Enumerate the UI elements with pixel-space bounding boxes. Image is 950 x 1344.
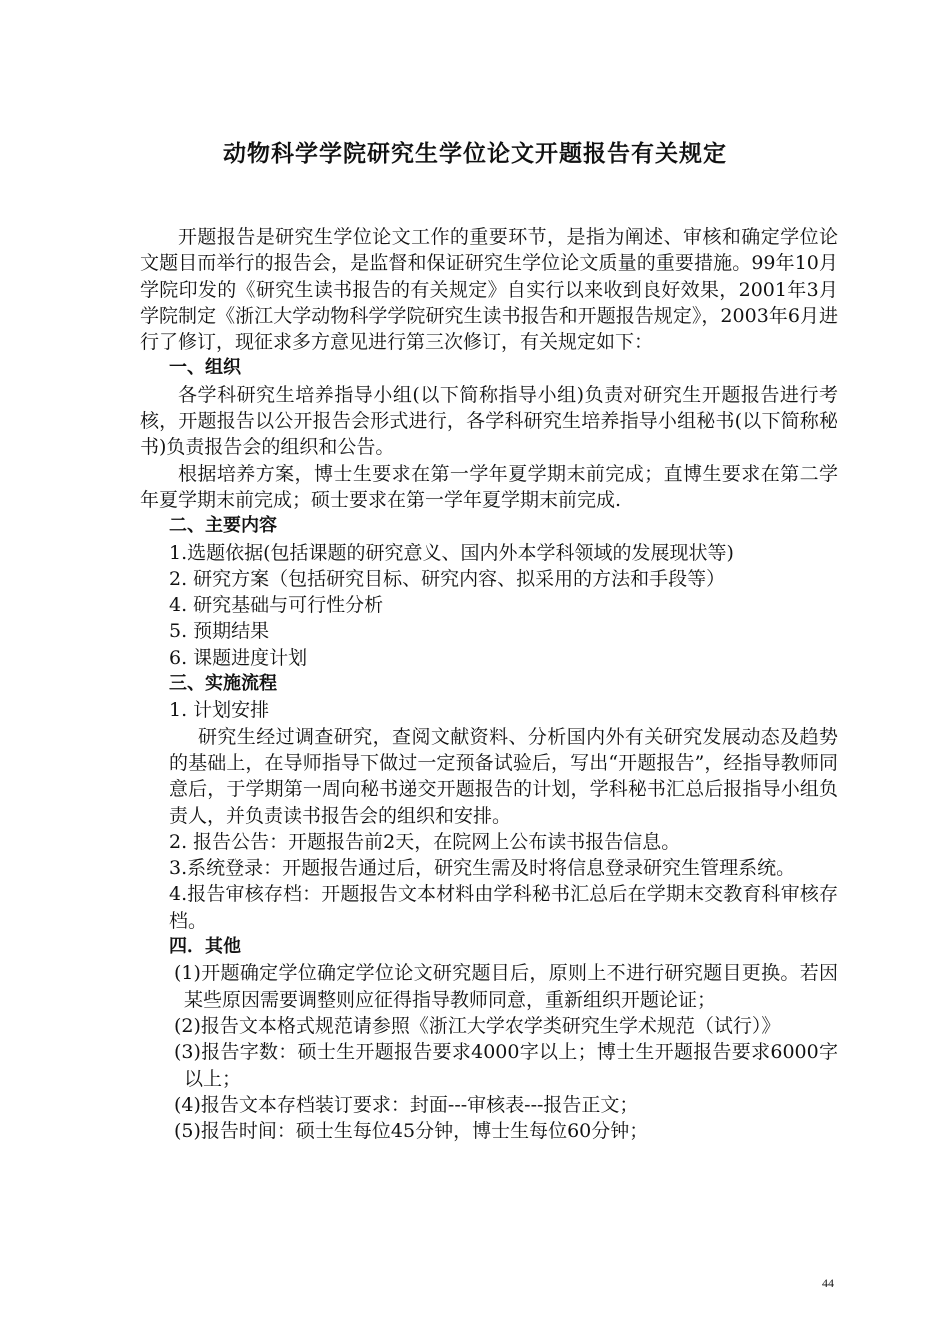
procedure-item-1: 1. 计划安排 — [169, 699, 270, 722]
organization-paragraph-1: 各学科研究生培养指导小组(以下简称指导小组)负责对研究生开题报告进行考核，开题报告以公开报告会形式进行，各学科研究生培养指导小组秘书(以下简称秘书)负责报告会的组织和公告。 — [140, 383, 838, 459]
page-number: 44 — [822, 1276, 834, 1290]
other-item: (2)报告文本格式规范请参照《浙江大学农学类研究生学术规范（试行）》 — [174, 1014, 781, 1037]
procedure-item-1-text: 研究生经过调查研究，查阅文献资料、分析国内外有关研究发展动态及趋势的基础上，在导师指导下做过一定预备试验后，写出“开题报告”，经指导教师同意后，于学期第一周向秘书递交开题报告的计划，学科秘书汇总后报指导小组负责人，并负责读书报告会的组织和安排。 — [169, 725, 838, 827]
section-heading-procedure: 三、实施流程 — [169, 673, 277, 695]
intro-paragraph: 开题报告是研究生学位论文工作的重要环节，是指为阐述、审核和确定学位论文题目而举行的报告会，是监督和保证研究生学位论文质量的重要措施。99年10月学院印发的《研究生读书报告的有关规定》自实行以来收到良好效果，2001年3月学院制定《浙江大学动物科学学院研究生读书报告和开题报告规定》，2003年6月进行了修订，现征求多方意见进行第三次修订，有关规定如下： — [140, 226, 838, 354]
content-item: 4. 研究基础与可行性分析 — [169, 594, 384, 617]
other-item: (5)报告时间：硕士生每位45分钟，博士生每位60分钟； — [174, 1120, 649, 1143]
content-item: 5. 预期结果 — [169, 620, 270, 643]
other-item: (1)开题确定学位确定学位论文研究题目后，原则上不进行研究题目更换。若因某些原因需要调整则应征得指导教师同意，重新组织开题论证； — [174, 962, 838, 1011]
content-item: 1.选题依据(包括课题的研究意义、国内外本学科领域的发展现状等) — [169, 541, 734, 564]
content-item: 6. 课题进度计划 — [169, 646, 308, 669]
other-item: (4)报告文本存档装订要求：封面---审核表---报告正文； — [174, 1093, 639, 1116]
other-item: (3)报告字数：硕士生开题报告要求4000字以上；博士生开题报告要求6000字以上； — [174, 1041, 838, 1090]
content-item: 2. 研究方案（包括研究目标、研究内容、拟采用的方法和手段等） — [169, 567, 726, 590]
procedure-item-4: 4.报告审核存档：开题报告文本材料由学科秘书汇总后在学期末交教育科审核存档。 — [169, 883, 838, 932]
procedure-item-3: 3.系统登录：开题报告通过后，研究生需及时将信息登录研究生管理系统。 — [169, 857, 796, 880]
section-heading-main-content: 二、主要内容 — [169, 515, 277, 537]
section-heading-other: 四．其他 — [169, 936, 241, 958]
page-title: 动物科学学院研究生学位论文开题报告有关规定 — [223, 141, 727, 167]
procedure-item-2: 2. 报告公告：开题报告前2天，在院网上公布读书报告信息。 — [169, 830, 681, 853]
organization-paragraph-2: 根据培养方案，博士生要求在第一学年夏学期末前完成；直博生要求在第二学年夏学期末前完成；硕士要求在第一学年夏学期末前完成. — [140, 462, 838, 511]
document-body — [140, 224, 838, 1144]
section-heading-organization: 一、组织 — [169, 357, 241, 379]
